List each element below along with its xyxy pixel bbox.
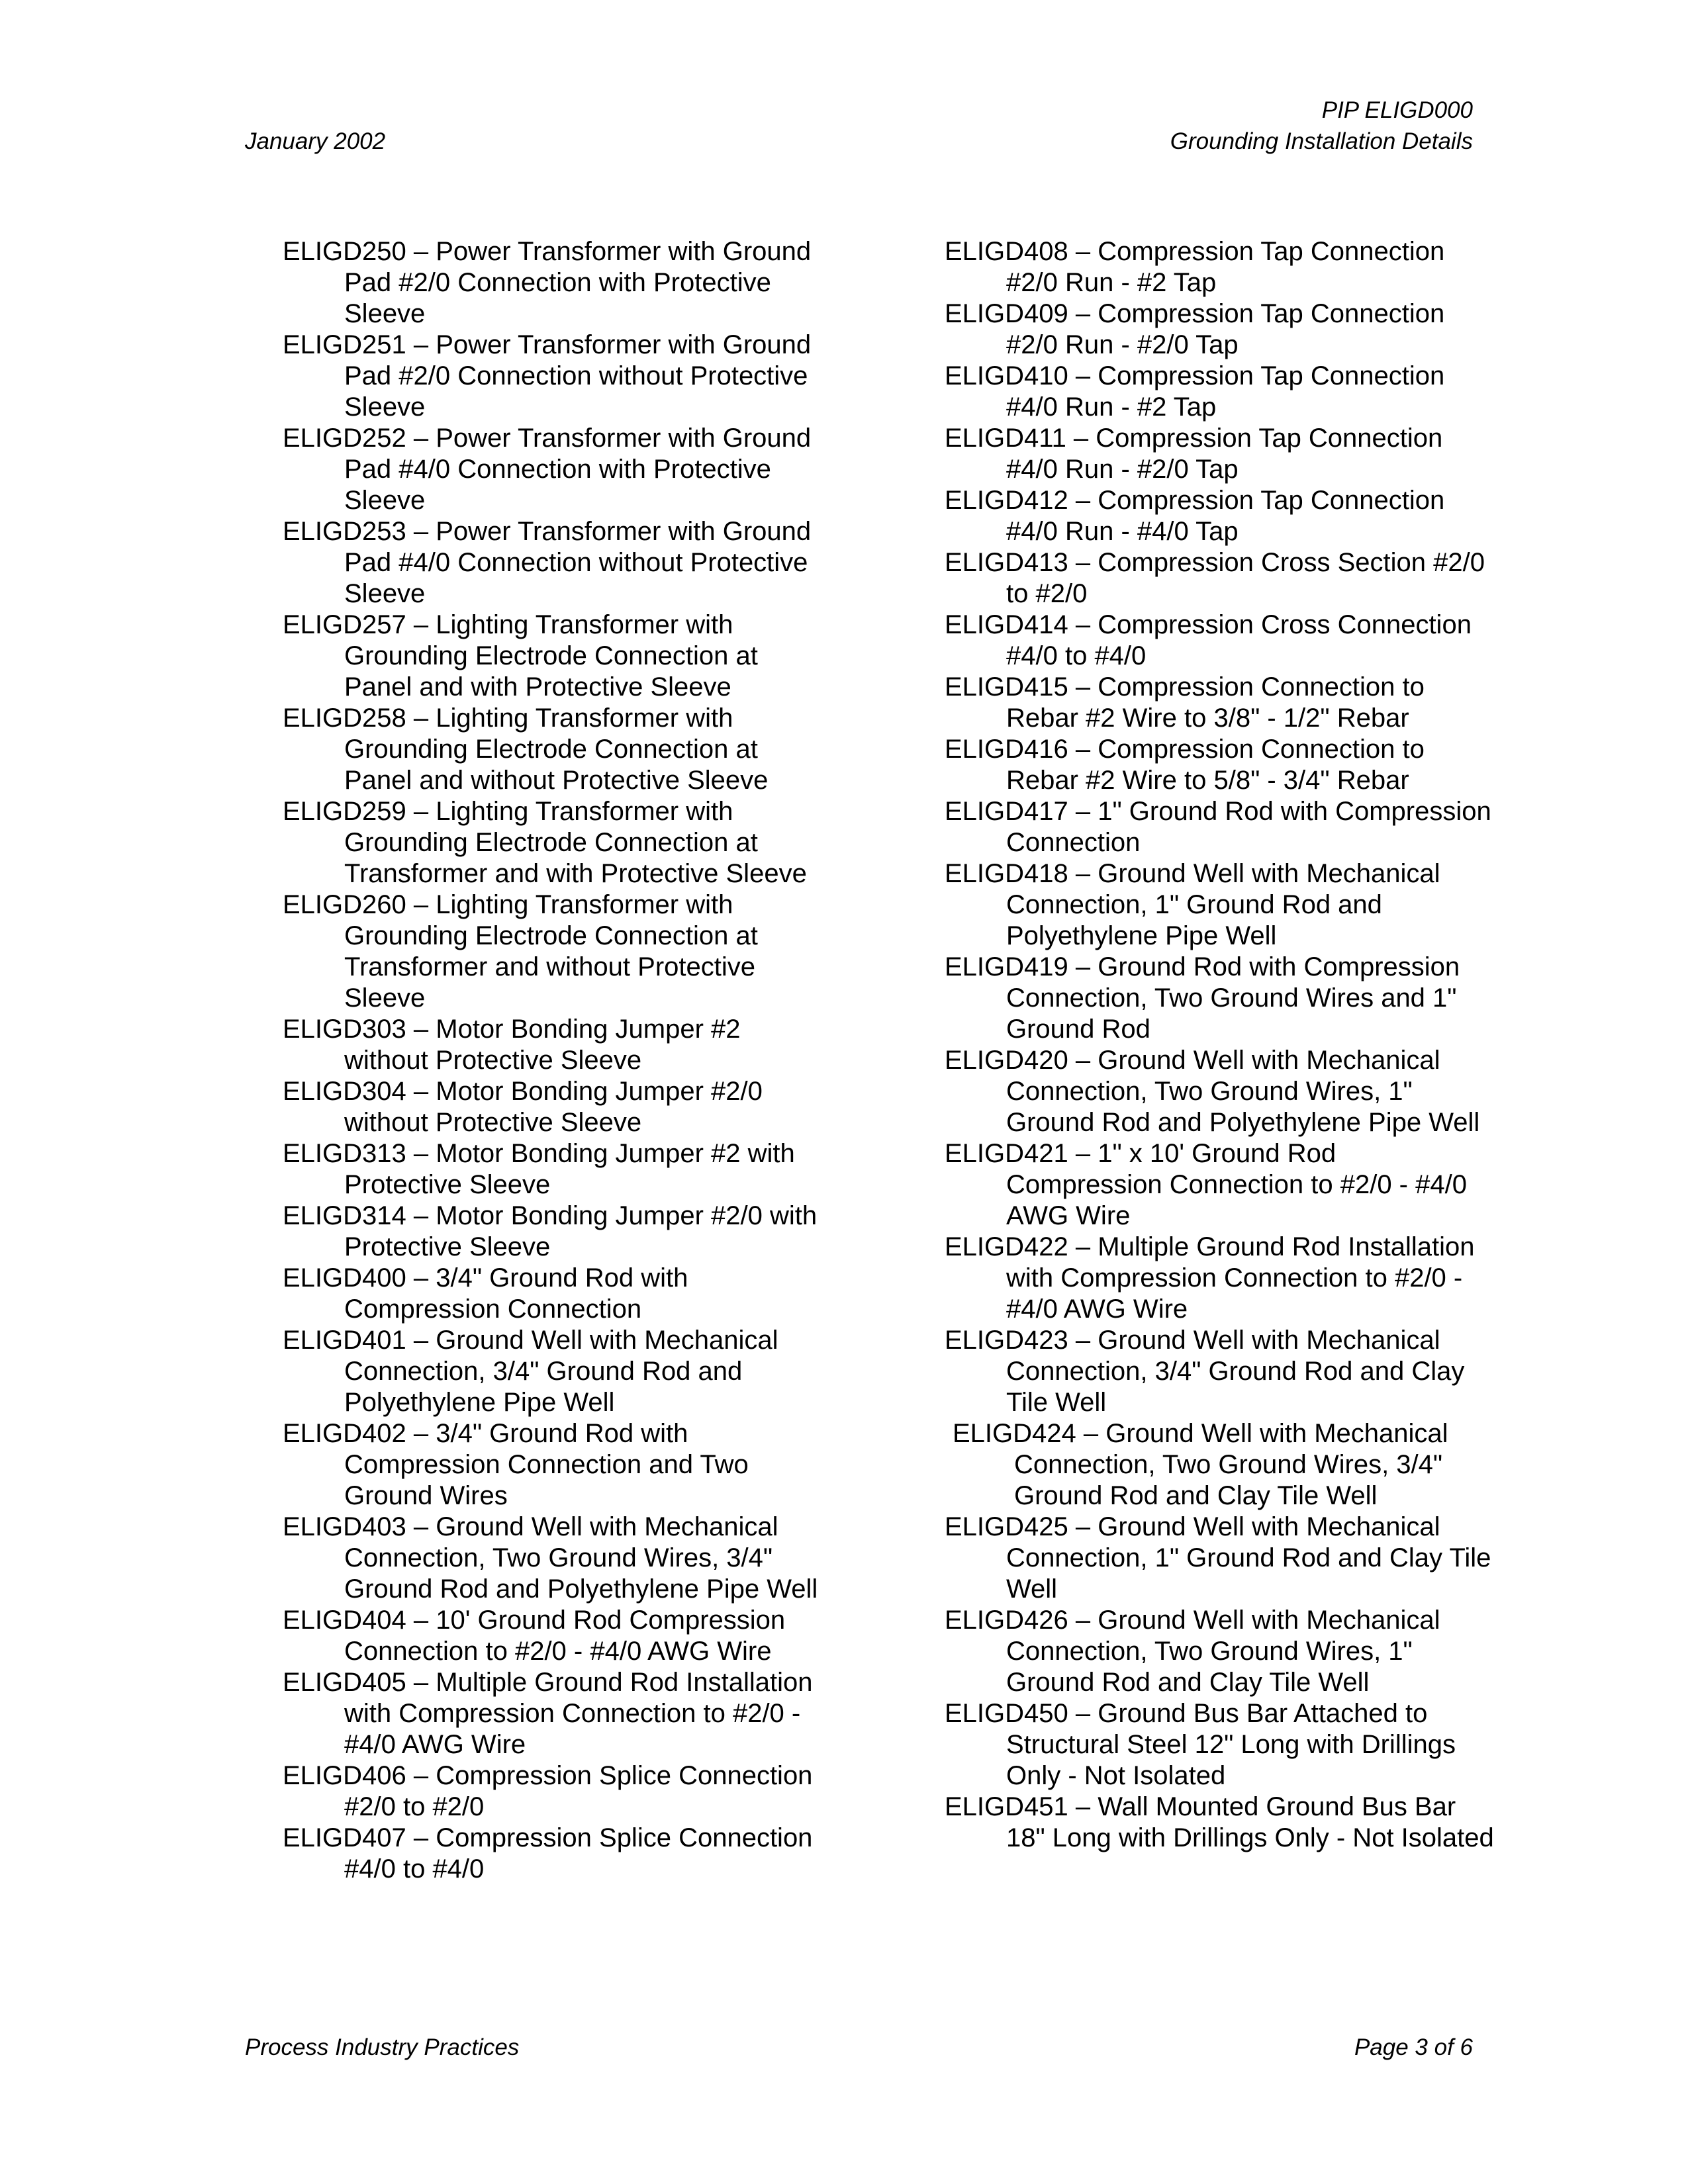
list-item: ELIGD424 – Ground Well with Mechanical Connection, Two Ground Wires, 3/4" Ground Rod and Clay Tile Well	[953, 1419, 1448, 1510]
list-item: ELIGD421 – 1" x 10' Ground Rod Compression Connection to #2/0 - #4/0 AWG Wire	[945, 1139, 1467, 1230]
list-item: ELIGD407 – Compression Splice Connection #4/0 to #4/0	[283, 1823, 813, 1884]
list-item: ELIGD412 – Compression Tap Connection #4/0 Run - #4/0 Tap	[945, 486, 1445, 546]
list-item: ELIGD406 – Compression Splice Connection #2/0 to #2/0	[283, 1761, 813, 1821]
list-item: ELIGD314 – Motor Bonding Jumper #2/0 with Protective Sleeve	[283, 1201, 818, 1261]
list-item: ELIGD419 – Ground Rod with Compression Connection, Two Ground Wires and 1" Ground Rod	[945, 952, 1460, 1044]
list-item: ELIGD422 – Multiple Ground Rod Installation with Compression Connection to #2/0 - #4/0 AWG Wire	[945, 1232, 1475, 1324]
list-item: ELIGD257 – Lighting Transformer with Grounding Electrode Connection at Panel and with Protective Sleeve	[283, 610, 758, 702]
list-item: ELIGD408 – Compression Tap Connection #2/0 Run - #2 Tap	[945, 237, 1445, 297]
list-item: ELIGD258 – Lighting Transformer with Grounding Electrode Connection at Panel and without Protective Sleeve	[283, 704, 769, 795]
list-item: ELIGD252 – Power Transformer with Ground Pad #4/0 Connection with Protective Sleeve	[283, 424, 812, 515]
list-item: ELIGD400 – 3/4" Ground Rod with Compression Connection	[283, 1263, 688, 1324]
list-item: ELIGD420 – Ground Well with Mechanical Connection, Two Ground Wires, 1" Ground Rod and Polyethylene Pipe Well	[945, 1046, 1480, 1137]
list-item: ELIGD416 – Compression Connection to Rebar #2 Wire to 5/8" - 3/4" Rebar	[945, 735, 1425, 795]
list-item: ELIGD253 – Power Transformer with Ground Pad #4/0 Connection without Protective Sleeve	[283, 517, 812, 608]
list-item: ELIGD313 – Motor Bonding Jumper #2 with Protective Sleeve	[283, 1139, 795, 1199]
footer-page-number: Page 3 of 6	[1354, 2034, 1473, 2060]
header-doc-info	[1170, 95, 1473, 157]
header-doc-title: Grounding Installation Details	[1170, 128, 1473, 154]
list-item: ELIGD404 – 10' Ground Rod Compression Connection to #2/0 - #4/0 AWG Wire	[283, 1606, 786, 1666]
list-item: ELIGD303 – Motor Bonding Jumper #2 without Protective Sleeve	[283, 1015, 741, 1075]
left-column	[283, 236, 819, 1885]
list-item: ELIGD405 – Multiple Ground Rod Installation with Compression Connection to #2/0 - #4/0 AWG Wire	[283, 1668, 813, 1759]
list-item: ELIGD451 – Wall Mounted Ground Bus Bar 18" Long with Drillings Only - Not Isolated	[945, 1792, 1494, 1852]
list-item: ELIGD425 – Ground Well with Mechanical Connection, 1" Ground Rod and Clay Tile Well	[945, 1512, 1491, 1604]
list-item: ELIGD418 – Ground Well with Mechanical Connection, 1" Ground Rod and Polyethylene Pipe Well	[945, 859, 1440, 950]
list-item: ELIGD413 – Compression Cross Section #2/0 to #2/0	[945, 548, 1485, 608]
list-item: ELIGD260 – Lighting Transformer with Grounding Electrode Connection at Transformer and without Protective Sleeve	[283, 890, 758, 1013]
list-item: ELIGD401 – Ground Well with Mechanical Connection, 3/4" Ground Rod and Polyethylene Pipe Well	[283, 1326, 778, 1417]
header-doc-id: PIP ELIGD000	[1321, 97, 1473, 123]
list-item: ELIGD414 – Compression Cross Connection #4/0 to #4/0	[945, 610, 1472, 670]
list-item: ELIGD409 – Compression Tap Connection #2/0 Run - #2/0 Tap	[945, 299, 1445, 359]
list-item: ELIGD411 – Compression Tap Connection #4/0 Run - #2/0 Tap	[945, 424, 1443, 484]
list-item: ELIGD423 – Ground Well with Mechanical Connection, 3/4" Ground Rod and Clay Tile Well	[945, 1326, 1465, 1417]
list-item: ELIGD259 – Lighting Transformer with Grounding Electrode Connection at Transformer and with Protective Sleeve	[283, 797, 807, 888]
list-item: ELIGD250 – Power Transformer with Ground Pad #2/0 Connection with Protective Sleeve	[283, 237, 812, 328]
list-item: ELIGD402 – 3/4" Ground Rod with Compression Connection and Two Ground Wires	[283, 1419, 749, 1510]
list-item: ELIGD304 – Motor Bonding Jumper #2/0 without Protective Sleeve	[283, 1077, 763, 1137]
list-item: ELIGD415 – Compression Connection to Rebar #2 Wire to 3/8" - 1/2" Rebar	[945, 672, 1425, 733]
header-date: January 2002	[245, 128, 386, 154]
right-column	[945, 236, 1494, 1854]
list-item: ELIGD251 – Power Transformer with Ground Pad #2/0 Connection without Protective Sleeve	[283, 330, 812, 422]
list-item: ELIGD403 – Ground Well with Mechanical Connection, Two Ground Wires, 3/4" Ground Rod and Polyethylene Pipe Well	[283, 1512, 818, 1604]
list-item: ELIGD417 – 1" Ground Rod with Compression Connection	[945, 797, 1491, 857]
footer-publisher: Process Industry Practices	[245, 2034, 520, 2060]
list-item: ELIGD426 – Ground Well with Mechanical Connection, Two Ground Wires, 1" Ground Rod and Clay Tile Well	[945, 1606, 1440, 1697]
list-item: ELIGD410 – Compression Tap Connection #4/0 Run - #2 Tap	[945, 361, 1445, 422]
list-item: ELIGD450 – Ground Bus Bar Attached to Structural Steel 12" Long with Drillings Only - Not Isolated	[945, 1699, 1456, 1790]
